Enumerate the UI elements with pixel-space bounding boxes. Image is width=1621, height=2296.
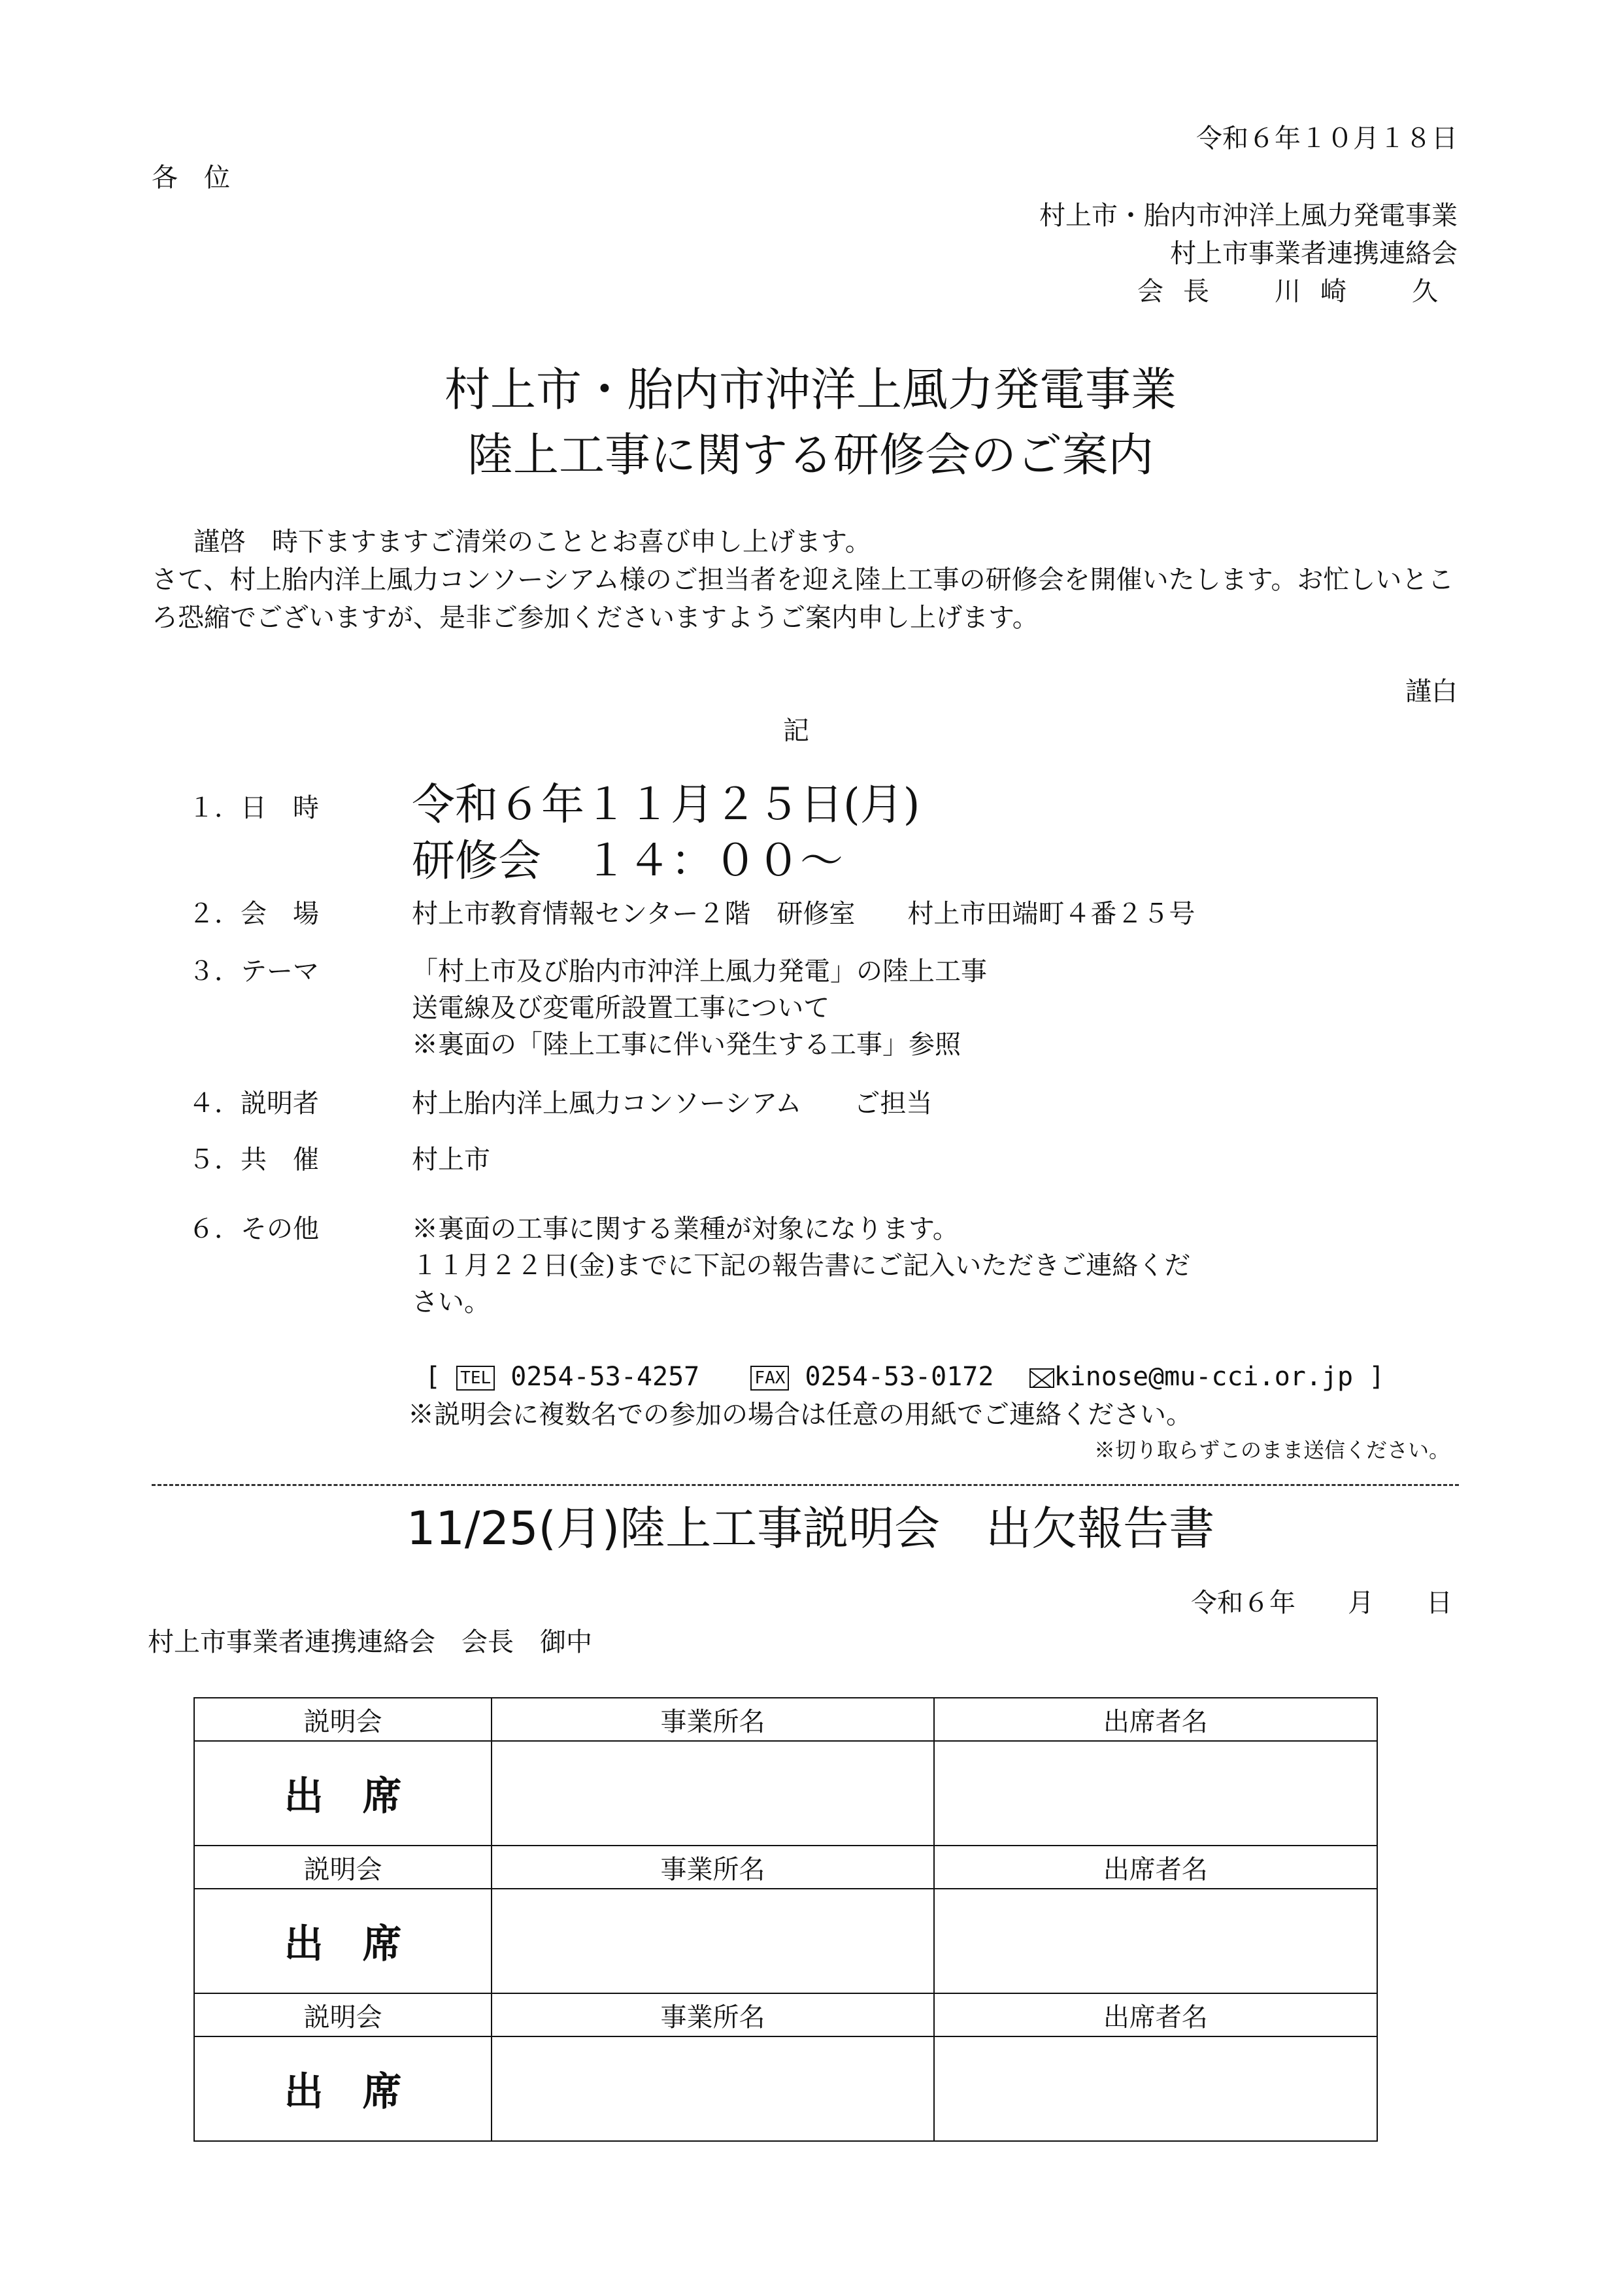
ki-heading: 記: [783, 716, 809, 746]
fax-label: FAX: [750, 1366, 789, 1391]
item-presenter-label: ４．説明者: [188, 1089, 319, 1119]
item-datetime-date: 令和６年１１月２５日(月): [412, 779, 920, 830]
tel-label: TEL: [456, 1366, 495, 1391]
company-input-cell[interactable]: [492, 1741, 933, 1846]
intro-greeting: 謹啓 時下ますますご清栄のこととお喜び申し上げます。: [193, 527, 871, 557]
attend-cell: 出席: [194, 1741, 492, 1846]
addressee: 各位: [152, 163, 256, 193]
sender-organization: 村上市事業者連携連絡会: [1170, 239, 1458, 269]
company-input-cell[interactable]: [492, 2036, 933, 2141]
table-row: [194, 1889, 1377, 1993]
sender-chair: 会長 川崎 久: [1137, 277, 1458, 307]
sender-project: 村上市・胎内市沖洋上風力発電事業: [1039, 201, 1458, 231]
attend-cell: 出席: [194, 1889, 492, 1993]
fax-number: 0254-53-0172: [805, 1362, 994, 1392]
form-title: 11/25(月)陸上工事説明会 出欠報告書: [406, 1502, 1215, 1555]
table-header-row: [194, 1698, 1377, 1741]
intro-body: さて、村上胎内洋上風力コンソーシアム様のご担当者を迎え陸上工事の研修会を開催いたします。お忙しいところ恐縮でございますが、是非ご参加くださいますようご案内申し上げます。: [152, 565, 1454, 633]
item-theme-line: ※裏面の「陸上工事に伴い発生する工事」参照: [412, 1030, 961, 1060]
send-note: ※切り取らずこのまま送信ください。: [1094, 1438, 1450, 1462]
bracket-close: ]: [1369, 1362, 1385, 1392]
item-other-line: １１月２２日(金)までに下記の報告書にご記入いただきご連絡くだ: [412, 1251, 1191, 1281]
title-line-1: 村上市・胎内市沖洋上風力発電事業: [444, 363, 1177, 416]
attendee-input-cell[interactable]: [934, 1889, 1377, 1993]
document-date: 令和６年１０月１８日: [1196, 124, 1458, 154]
item-other-line: ※裏面の工事に関する業種が対象になります。: [412, 1214, 959, 1244]
header-session: 説明会: [194, 1993, 492, 2036]
document-title: [0, 358, 1621, 486]
email-address: kinose@mu-cci.or.jp: [1054, 1362, 1354, 1392]
table-header-row: [194, 1846, 1377, 1889]
item-cohost-label: ５．共 催: [188, 1145, 319, 1175]
contact-line: [425, 1359, 1384, 1395]
header-company: 事業所名: [492, 1698, 933, 1741]
attendee-input-cell[interactable]: [934, 2036, 1377, 2141]
attendee-input-cell[interactable]: [934, 1741, 1377, 1846]
attend-cell: 出席: [194, 2036, 492, 2141]
intro-text: [152, 523, 1459, 637]
item-venue-body: 村上市教育情報センター２階 研修室 村上市田端町４番２５号: [412, 899, 1195, 929]
attendance-table: [193, 1697, 1378, 2142]
item-venue-label: ２．会 場: [188, 899, 319, 929]
table-row: [194, 2036, 1377, 2141]
sender-block: [1039, 197, 1458, 311]
header-attendee: 出席者名: [934, 1846, 1377, 1889]
tel-number: 0254-53-4257: [510, 1362, 700, 1392]
header-attendee: 出席者名: [934, 1698, 1377, 1741]
company-input-cell[interactable]: [492, 1889, 933, 1993]
header-company: 事業所名: [492, 1993, 933, 2036]
item-other-line: さい。: [412, 1287, 490, 1317]
item-datetime-label: １．日 時: [188, 793, 319, 823]
item-theme-label: ３．テーマ: [188, 956, 319, 987]
cut-line: [152, 1484, 1459, 1486]
table-header-row: [194, 1993, 1377, 2036]
item-theme-line: 送電線及び変電所設置工事について: [412, 993, 830, 1023]
item-other-body: [412, 1211, 1190, 1321]
closing-word: 謹白: [1405, 677, 1458, 707]
form-recipient: 村上市事業者連携連絡会 会長 御中: [148, 1627, 592, 1657]
title-line-2: 陸上工事に関する研修会のご案内: [467, 428, 1154, 482]
item-datetime-time: 研修会 １４：００～: [412, 836, 843, 886]
item-theme-body: [412, 953, 987, 1063]
item-datetime-body: [412, 777, 920, 889]
header-session: 説明会: [194, 1846, 492, 1889]
mail-icon: [1029, 1368, 1054, 1388]
header-attendee: 出席者名: [934, 1993, 1377, 2036]
form-date: 令和６年 月 日: [1191, 1588, 1452, 1618]
header-session: 説明会: [194, 1698, 492, 1741]
item-presenter-body: 村上胎内洋上風力コンソーシアム ご担当: [412, 1089, 933, 1119]
table-row: [194, 1741, 1377, 1846]
header-company: 事業所名: [492, 1846, 933, 1889]
item-other-label: ６．その他: [188, 1214, 319, 1244]
bracket-open: [: [425, 1362, 441, 1392]
item-theme-line: 「村上市及び胎内市沖洋上風力発電」の陸上工事: [412, 956, 987, 987]
item-cohost-body: 村上市: [412, 1145, 490, 1175]
multi-participant-note: ※説明会に複数名での参加の場合は任意の用紙でご連絡ください。: [408, 1400, 1192, 1430]
